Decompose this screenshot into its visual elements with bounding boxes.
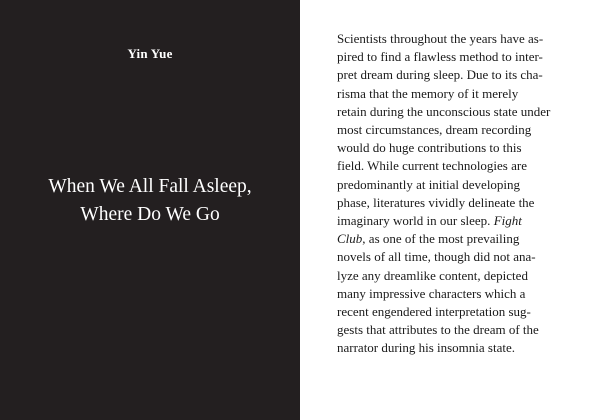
- text-line: field. While current technologies are: [337, 158, 527, 174]
- italic-fight: Fight: [493, 213, 522, 229]
- italic-club: Club: [337, 231, 363, 247]
- text-line: narrator during his insomnia state.: [337, 340, 515, 356]
- text-line: risma that the memory of it merely: [337, 85, 519, 101]
- text-line: predominantly at initial developing: [337, 176, 521, 192]
- text-line: would do huge contributions to this: [337, 140, 522, 156]
- text-line: many impressive characters which a: [337, 285, 526, 301]
- text-line: gests that attributes to the dream of the: [337, 322, 539, 338]
- text-segment: imaginary world in our sleep.: [337, 213, 491, 229]
- text-line: pret dream during sleep. Due to its cha-: [337, 67, 543, 83]
- title-line-2: Where Do We Go: [80, 204, 220, 225]
- author-name: Yin Yue: [127, 46, 173, 61]
- text-line: [337, 230, 573, 248]
- text-page: [300, 0, 600, 420]
- text-segment: , as one of the most prevailing: [362, 231, 520, 247]
- text-line: [337, 212, 573, 230]
- body-paragraph: [337, 30, 573, 358]
- text-line: lyze any dreamlike content, depicted: [337, 267, 528, 283]
- text-line: phase, literatures vividly delineate the: [337, 194, 535, 210]
- text-line: Scientists throughout the years have as-: [337, 31, 544, 46]
- text-line: pired to find a flawless method to inter-: [337, 49, 543, 65]
- text-line: novels of all time, though did not ana-: [337, 249, 536, 265]
- text-line: retain during the unconscious state under: [337, 103, 551, 119]
- title-line-1: When We All Fall Asleep,: [48, 176, 252, 197]
- text-line: recent engendered interpretation sug-: [337, 304, 531, 320]
- text-line: most circumstances, dream recording: [337, 122, 532, 138]
- book-title: [0, 173, 300, 229]
